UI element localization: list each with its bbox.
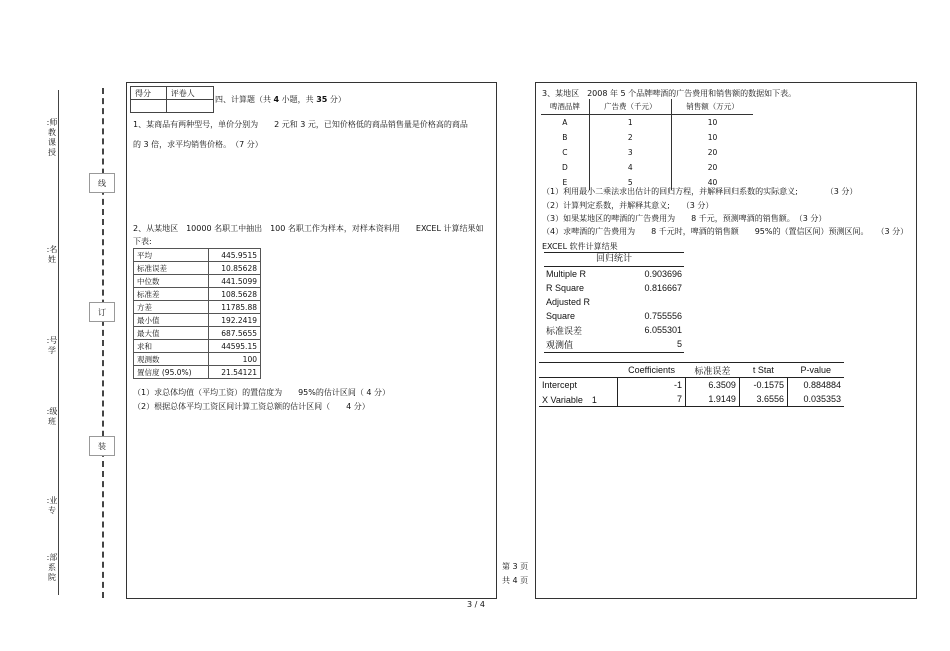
binding-label-name: :名姓 [46,245,58,264]
stats-value: 10.85628 [208,262,260,275]
binding-marker-staple: 订 [89,302,115,322]
coef-cell: -0.1575 [739,378,787,393]
regression-value: 0.816667 [644,283,682,293]
beer-cell: 40 [671,175,753,190]
score-cell[interactable] [131,100,167,113]
stats-label: 置信度 (95.0%) [134,366,209,379]
coef-header-cell [539,363,618,378]
binding-marker-line: 线 [89,173,115,193]
regression-title: 回归统计 [544,252,684,267]
stats-row [134,262,261,275]
q2-line2: 下表: [133,237,152,246]
stats-row [134,366,261,379]
beer-cell: A [562,118,568,127]
beer-cell: 5 [589,175,671,190]
stats-table [133,248,261,379]
page-total: 共 4 页 [502,576,529,585]
coef-row [539,378,844,393]
stats-value: 100 [208,353,260,366]
coef-header-cell: Coefficients [618,363,686,378]
beer-header-row [541,99,753,115]
regression-row [544,323,684,337]
beer-table [541,99,753,190]
stats-row [134,301,261,314]
coef-cell: 6.3509 [685,378,739,393]
regression-bottom-rule [544,352,684,353]
stats-label: 中位数 [134,275,209,288]
score-header: 得分 [131,87,167,100]
left-panel [126,82,497,599]
beer-header-cell: 广告费（千元） [589,99,671,115]
q3-sub1: （1）利用最小二乘法求出估计的回归方程，并解释回归系数的实际意义; （3 分） [542,187,858,196]
stats-label: 求和 [134,340,209,353]
beer-cell: 10 [671,115,753,131]
regression-value: 5 [676,339,682,349]
coef-row [539,392,844,407]
beer-cell: B [562,133,568,142]
stats-label: 方差 [134,301,209,314]
q2-sub1: （1）求总体均值（平均工资）的置信度为 95%的估计区间（ 4 分） [133,388,391,397]
excel-label: EXCEL 软件计算结果 [542,242,618,251]
regression-label: Adjusted R [546,297,591,307]
coef-cell: X Variable 1 [539,392,618,407]
stats-value: 192.2419 [208,314,260,327]
regression-label: 标准误差 [546,325,583,336]
coef-cell: 0.035353 [787,392,844,407]
regression-row [544,295,684,309]
coef-cell: 1.9149 [685,392,739,407]
beer-cell: 20 [671,145,753,160]
stats-value: 44595.15 [208,340,260,353]
coef-cell: -1 [618,378,686,393]
coefficients-table [539,362,844,407]
binding-label-class: :级班 [46,407,58,426]
regression-value: 0.755556 [644,311,682,321]
stats-row [134,340,261,353]
binding-label-student-id: :号学 [46,336,58,355]
beer-row [541,160,753,175]
regression-label: Square [546,311,576,321]
stats-label: 标准误差 [134,262,209,275]
regression-label: Multiple R [546,269,587,279]
binding-line-dashed [102,88,104,598]
regression-label: 观测值 [546,339,574,350]
beer-row [541,130,753,145]
regression-table [544,267,684,351]
binding-label-major: :业专 [46,496,58,515]
q3-intro: 3、某地区 2008 年 5 个品牌啤酒的广告费用和销售额的数据如下表。 [542,89,797,98]
regression-row [544,337,684,351]
stats-value: 108.5628 [208,288,260,301]
beer-cell: 2 [589,130,671,145]
beer-cell: E [562,178,568,187]
stats-row [134,327,261,340]
stats-label: 观测数 [134,353,209,366]
stats-row [134,249,261,262]
stats-row [134,314,261,327]
pager: 3 / 4 [467,600,485,609]
grader-cell[interactable] [166,100,213,113]
binding-label-teacher: :师教课授 [46,118,58,157]
regression-value [619,295,684,309]
binding-marker-bind: 装 [89,436,115,456]
q2-line1: 2、从某地区 10000 名职工中抽出 100 名职工作为样本，对样本资料用 EXCEL 计算结果如 [133,224,484,233]
stats-value: 441.5099 [208,275,260,288]
beer-cell: 4 [589,160,671,175]
grader-header: 评卷人 [166,87,213,100]
coef-header-cell: 标准误差 [685,363,739,378]
beer-cell: 1 [589,115,671,131]
coef-cell: 7 [618,392,686,407]
beer-cell: 3 [589,145,671,160]
regression-value: 6.055301 [644,325,682,335]
beer-cell: C [562,148,568,157]
coef-cell: 0.884884 [787,378,844,393]
q1-line1: 1、某商品有两种型号，单价分别为 2 元和 3 元，已知价格低的商品销售量是价格高的商品 [133,120,468,129]
stats-value: 11785.88 [208,301,260,314]
page-number: 第 3 页 [502,562,529,571]
stats-value: 687.5655 [208,327,260,340]
q3-sub4: （4）求啤酒的广告费用为 8 千元时，啤酒的销售额 95%的（置信区间）预测区间。 （3 分） [542,227,909,236]
beer-row [541,145,753,160]
regression-row [544,267,684,281]
stats-label: 最大值 [134,327,209,340]
coef-cell: 3.6556 [739,392,787,407]
stats-row [134,288,261,301]
beer-cell: D [561,163,568,172]
coef-header-cell: t Stat [739,363,787,378]
q2-sub2: （2）根据总体平均工资区间计算工资总额的估计区间（ 4 分） [133,402,370,411]
regression-label: R Square [546,283,585,293]
q3-sub3: （3）如果某地区的啤酒的广告费用为 8 千元，预测啤酒的销售额。 （3 分） [542,214,827,223]
binding-label-department: :部系院 [46,553,58,582]
stats-value: 21.54121 [208,366,260,379]
beer-row [541,115,753,131]
coef-header-cell: P-value [787,363,844,378]
stats-row [134,353,261,366]
stats-row [134,275,261,288]
beer-cell: 20 [671,160,753,175]
regression-row [544,309,684,323]
regression-row [544,281,684,295]
stats-label: 平均 [134,249,209,262]
beer-cell: 10 [671,130,753,145]
q3-sub2: （2）计算判定系数，并解释其意义; （3 分） [542,201,714,210]
right-panel [535,82,917,599]
stats-value: 445.9515 [208,249,260,262]
section-heading: 四、计算题（共 4 小题，共 35 分） [215,95,346,104]
stats-label: 标准差 [134,288,209,301]
beer-header-cell: 啤酒品牌 [541,99,589,115]
stats-label: 最小值 [134,314,209,327]
q1-line2: 的 3 倍，求平均销售价格。 （7 分） [133,140,263,149]
beer-header-cell: 销售额（万元） [671,99,753,115]
regression-value: 0.903696 [644,269,682,279]
coef-header-row [539,363,844,378]
coef-cell: Intercept [542,380,578,390]
score-table [130,86,214,113]
